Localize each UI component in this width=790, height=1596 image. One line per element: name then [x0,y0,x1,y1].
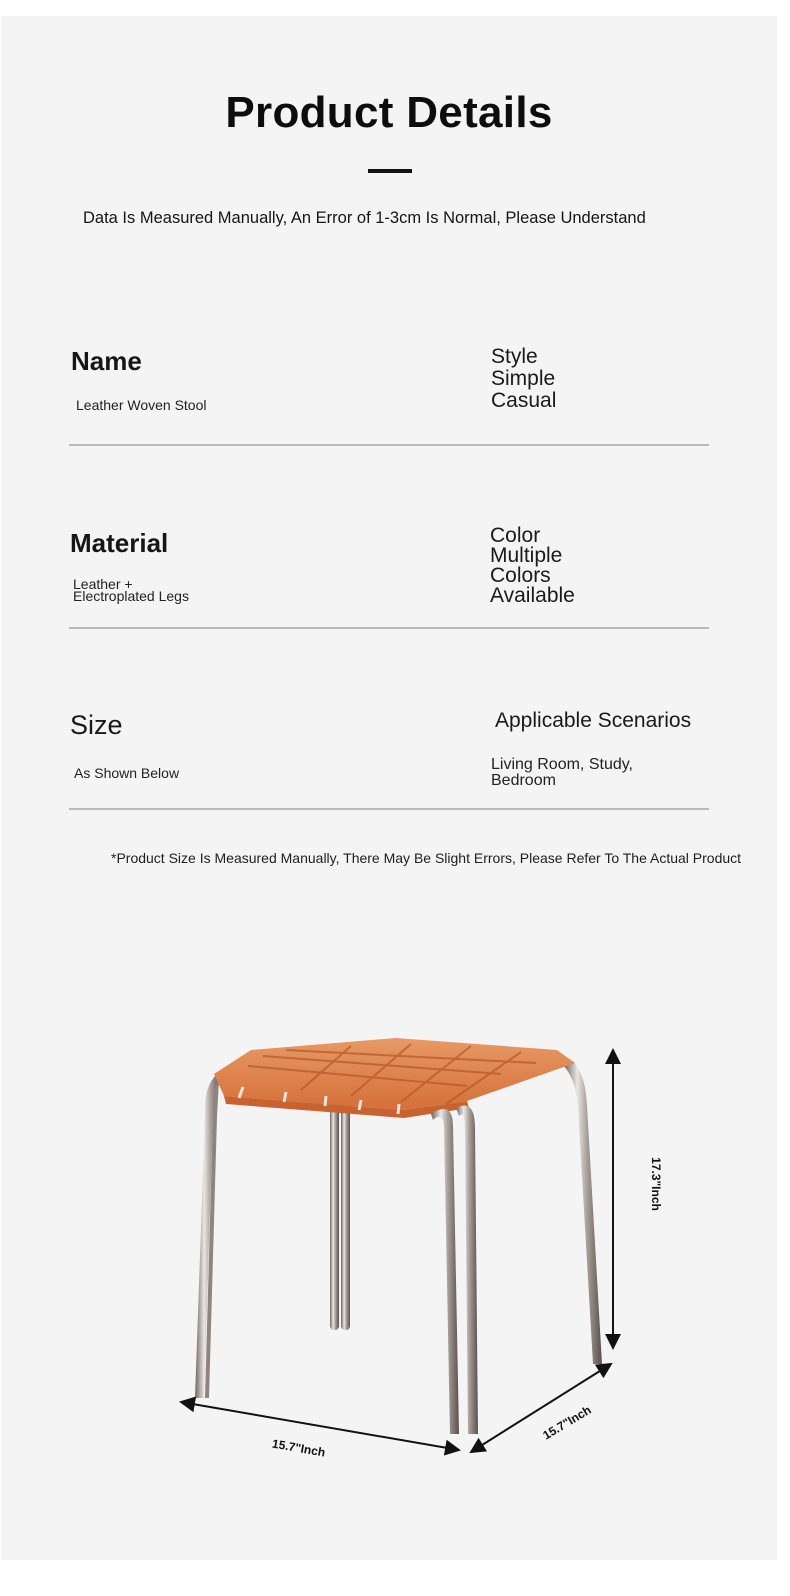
page-title: Product Details [225,88,553,137]
style-value-line: Simple [491,367,556,390]
stool-back-leg [330,1096,350,1330]
style-value-line: Casual [491,389,557,412]
material-label: Material [70,528,169,558]
color-label: Color [490,524,541,547]
scenarios-value-line: Bedroom [491,772,556,789]
size-label: Size [70,710,123,740]
stool-right-leg [564,1061,602,1364]
color-value-line: Available [490,584,575,607]
size-disclaimer: *Product Size Is Measured Manually, There May Be Slight Errors, Please Refer To The Actual Product [111,850,742,866]
style-label: Style [491,345,538,368]
scenarios-label: Applicable Scenarios [495,709,692,732]
color-value-line: Colors [490,564,551,587]
scenarios-value-line: Living Room, Study, [491,756,633,773]
name-label: Name [71,346,142,376]
measurement-note: Data Is Measured Manually, An Error of 1-3cm Is Normal, Please Understand [83,209,646,227]
stool-front-leg [431,1105,478,1434]
size-value: As Shown Below [74,765,180,781]
material-value-line: Electroplated Legs [73,588,189,604]
depth-dimension-arrow [471,1364,611,1452]
name-value: Leather Woven Stool [76,397,207,413]
product-details-page [1,16,777,1560]
color-value-line: Multiple [490,544,563,567]
width-dimension-arrow [181,1402,459,1450]
material-value-line: Leather + [73,576,133,592]
height-dimension-label: 17.3"Inch [649,1157,663,1211]
depth-dimension-label: 15.7"Inch [540,1402,594,1443]
width-dimension-label: 15.7"Inch [271,1436,327,1460]
stool-left-leg [195,1076,221,1398]
stool-product-image [1,16,777,1560]
stool-woven-seat [214,1038,575,1118]
